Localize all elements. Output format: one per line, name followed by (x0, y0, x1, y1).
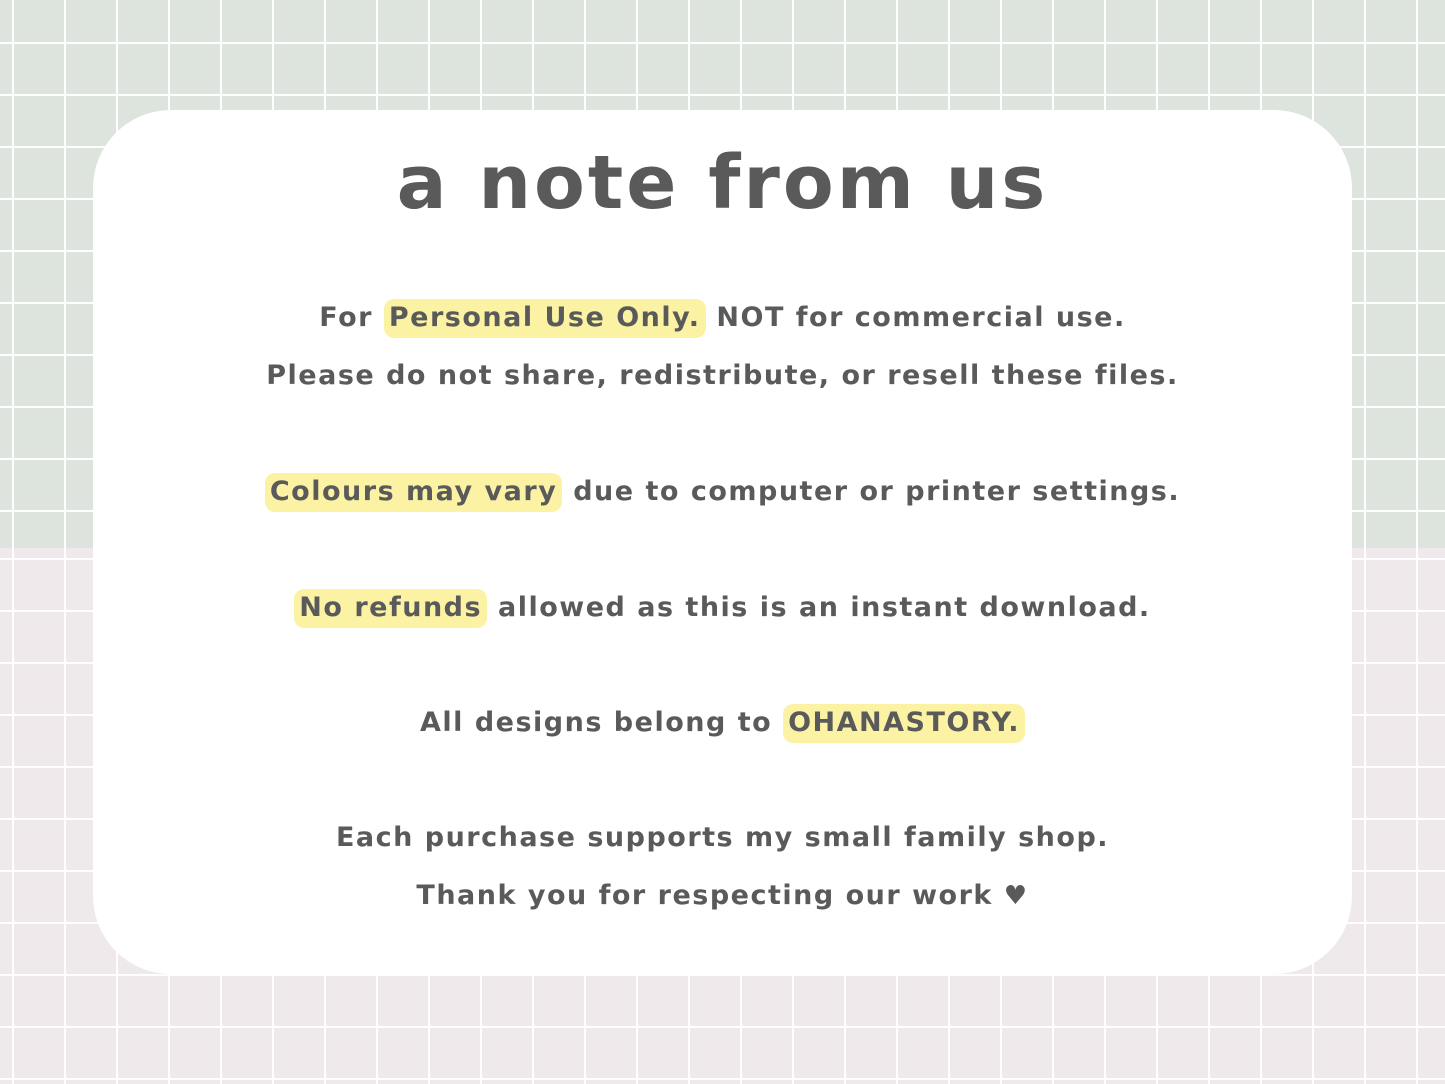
note-text: All designs belong to (420, 707, 773, 738)
note-line-no-sharing (0, 360, 1445, 391)
note-line-colours (0, 476, 1445, 507)
note-text: allowed as this is an instant download. (497, 592, 1151, 623)
note-line-personal-use (0, 302, 1445, 333)
highlight-colours: Colours may vary (265, 473, 562, 512)
heart-icon: ♥ (1003, 881, 1029, 911)
page-title: a note from us (396, 140, 1049, 226)
note-line-refunds (0, 592, 1445, 623)
note-text: Each purchase supports my small family shop. (335, 822, 1110, 853)
note-line-designs (0, 707, 1445, 738)
note-text: For (319, 302, 373, 333)
highlight-brand: OHANASTORY. (783, 704, 1025, 743)
note-text: Thank you for respecting our work (416, 880, 993, 911)
highlight-refunds: No refunds (294, 589, 487, 628)
note-text: Please do not share, redistribute, or resell these files. (266, 360, 1179, 391)
note-line-thank-you (0, 880, 1445, 911)
highlight-personal-use: Personal Use Only. (384, 299, 706, 338)
note-text: NOT for commercial use. (716, 302, 1126, 333)
note-line-family-shop (0, 822, 1445, 853)
note-text: due to computer or printer settings. (573, 476, 1181, 507)
